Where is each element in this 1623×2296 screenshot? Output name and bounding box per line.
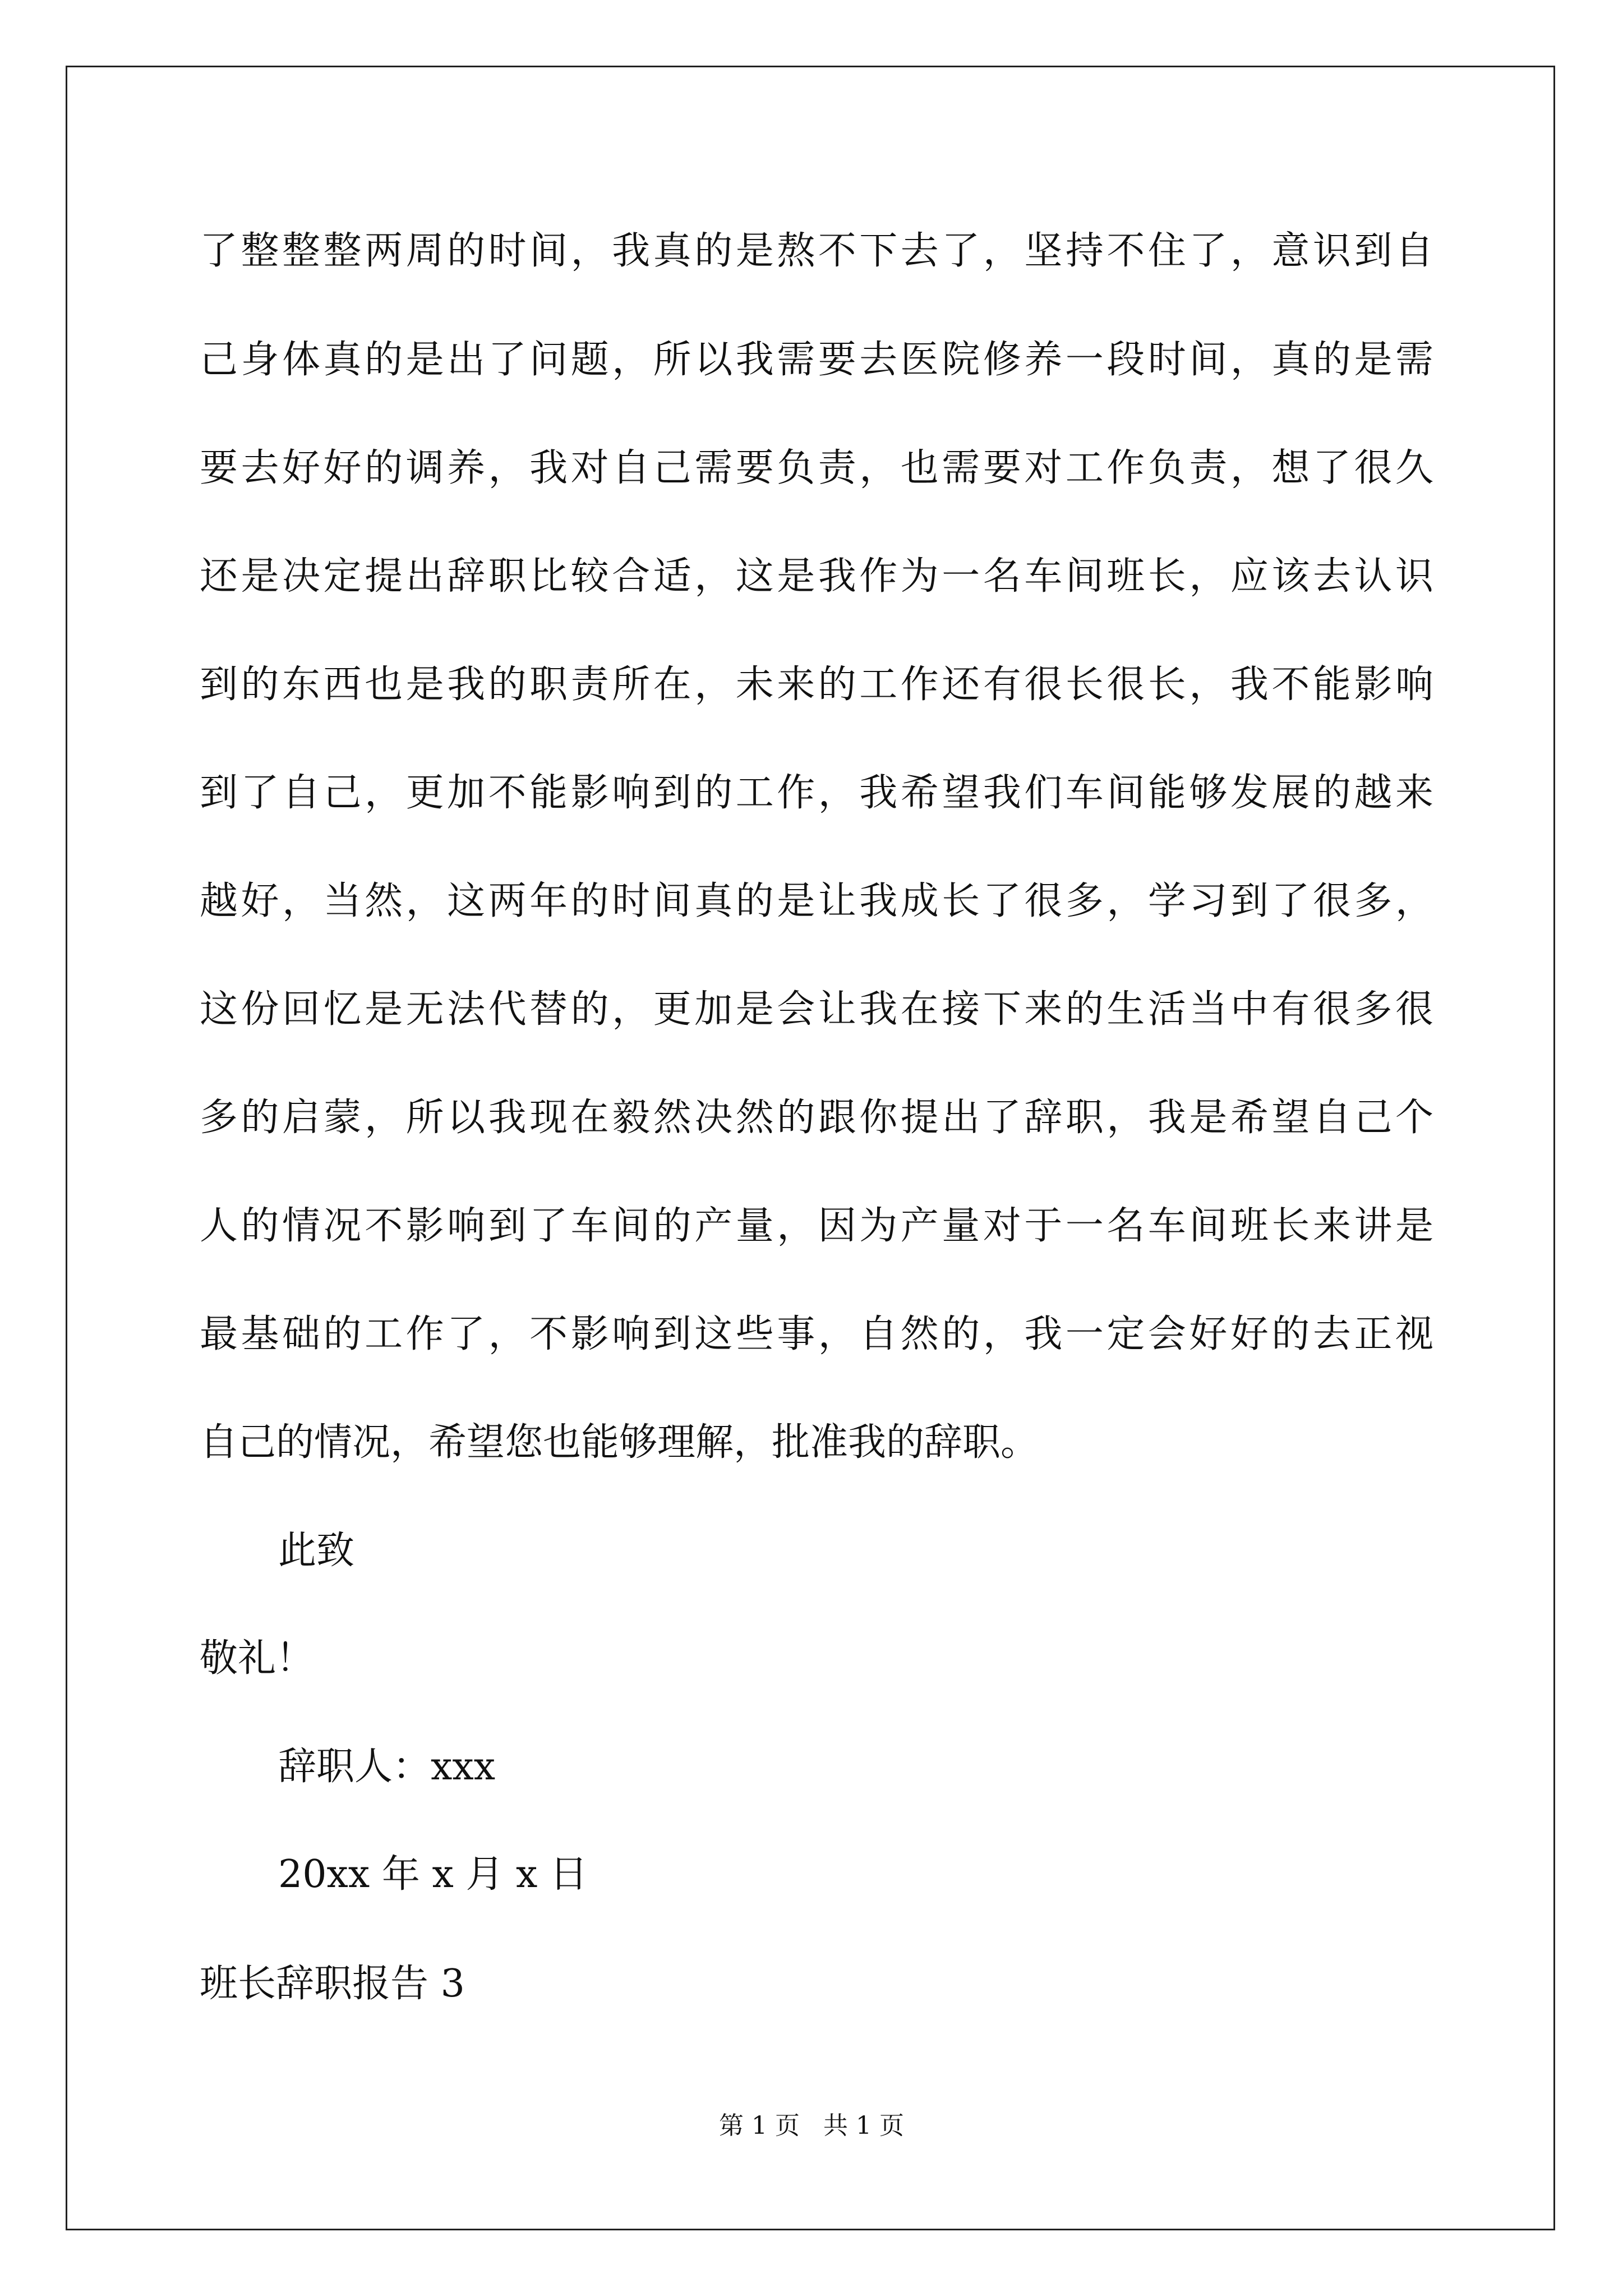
body-line: 这份回忆是无法代替的，更加是会让我在接下来的生活当中有很多很: [200, 987, 1433, 1032]
salute-line: 敬礼！: [200, 1636, 315, 1681]
body-line: 了整整整两周的时间，我真的是熬不下去了，坚持不住了，意识到自: [200, 229, 1433, 273]
closing-line: 此致: [278, 1529, 355, 1573]
body-line: 己身体真的是出了问题，所以我需要去医院修养一段时间，真的是需: [200, 338, 1433, 382]
body-line: 越好，当然，这两年的时间真的是让我成长了很多，学习到了很多，: [200, 879, 1433, 923]
body-line: 最基础的工作了，不影响到这些事，自然的，我一定会好好的去正视: [200, 1312, 1433, 1356]
body-line: 自己的情况，希望您也能够理解，批准我的辞职。: [200, 1420, 1039, 1465]
body-line: 要去好好的调养，我对自己需要负责，也需要对工作负责，想了很久: [200, 446, 1433, 490]
section-heading: 班长辞职报告 3: [200, 1962, 465, 2006]
signer-line: 辞职人：xxx: [278, 1745, 496, 1789]
body-line: 多的启蒙，所以我现在毅然决然的跟你提出了辞职，我是希望自己个: [200, 1096, 1433, 1140]
date-line: 20xx 年 x 月 x 日: [278, 1852, 588, 1897]
body-line: 还是决定提出辞职比较合适，这是我作为一名车间班长，应该去认识: [200, 554, 1433, 599]
body-line: 人的情况不影响到了车间的产量，因为产量对于一名车间班长来讲是: [200, 1204, 1433, 1248]
page-footer: 第 1 页 共 1 页: [719, 2111, 904, 2140]
body-line: 到的东西也是我的职责所在，未来的工作还有很长很长，我不能影响: [200, 662, 1433, 707]
body-line: 到了自己，更加不能影响到的工作，我希望我们车间能够发展的越来: [200, 771, 1433, 815]
